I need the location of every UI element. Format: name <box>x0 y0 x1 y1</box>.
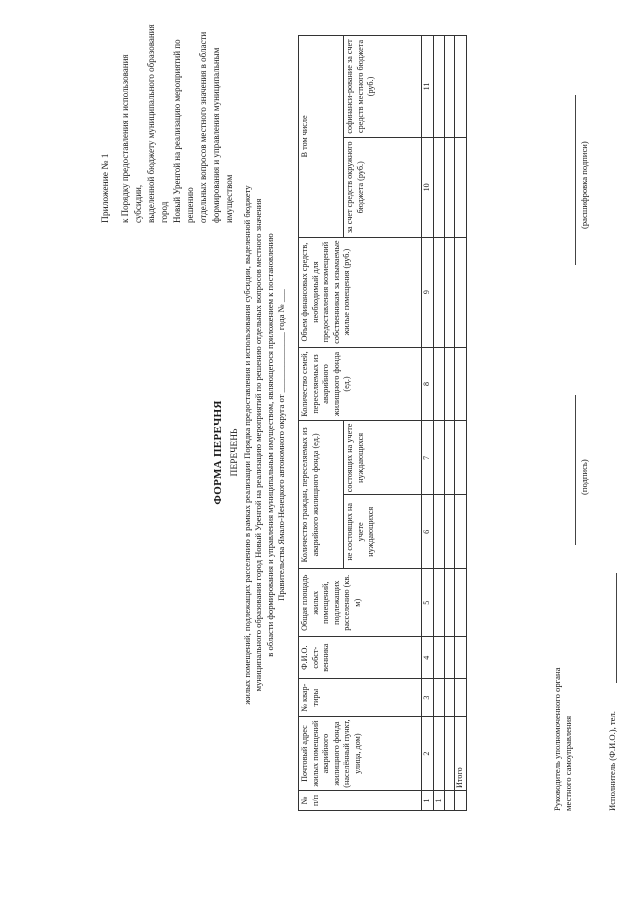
table-cell <box>455 791 467 811</box>
description-line: в области формирования и управления муниципальным имуществом, являющегося приложением к постановлению <box>264 233 275 657</box>
list-title: ПЕРЕЧЕНЬ <box>230 428 240 477</box>
table-cell: 1 <box>433 791 445 811</box>
table-cell <box>455 637 467 679</box>
signature-line <box>575 395 576 545</box>
table-cell <box>433 421 445 495</box>
table-cell <box>455 679 467 717</box>
table-cell <box>445 679 455 717</box>
table-header-row <box>299 36 344 811</box>
table-cell <box>445 137 455 237</box>
table-cell <box>433 637 445 679</box>
table-cell <box>455 137 467 237</box>
column-number: 4 <box>422 637 434 679</box>
column-number: 8 <box>422 347 434 421</box>
total-row <box>455 36 467 811</box>
column-number: 11 <box>422 36 434 138</box>
appendix-title: Приложение № 1 <box>101 153 111 223</box>
appendix-line: Новый Уренгой на реализацию мероприятий по решению <box>172 39 195 223</box>
header-cell: не состоящих на учете нуждающихся <box>344 495 422 569</box>
head-signature-label <box>552 668 574 811</box>
appendix-line: к Порядку предоставления и использования субсидии, <box>120 54 143 223</box>
table-cell <box>433 347 445 421</box>
header-cell: В том числе <box>299 36 344 238</box>
decode-line <box>575 95 576 265</box>
head-title-line: местного самоуправления <box>563 715 573 811</box>
column-number: 7 <box>422 421 434 495</box>
table-cell <box>455 237 467 347</box>
table-cell <box>445 569 455 637</box>
header-cell: Общая площадь жилых помещений, подлежащих расселению (кв. м) <box>299 569 422 637</box>
column-number: 6 <box>422 495 434 569</box>
table-cell <box>433 495 445 569</box>
form-title: ФОРМА ПЕРЕЧНЯ <box>212 400 224 505</box>
table-cell <box>433 679 445 717</box>
table-cell <box>455 495 467 569</box>
column-number: 5 <box>422 569 434 637</box>
table-cell <box>455 421 467 495</box>
appendix-line: выделенной бюджету муниципального образования город <box>146 24 169 223</box>
header-cell: за счет средств окружного бюджета (руб.) <box>344 137 422 237</box>
table-cell <box>445 637 455 679</box>
description-line: Правительства Ямало-Ненецкого автономного округа от ______________ года № ___ <box>276 289 287 601</box>
executor-label: Исполнитель (Ф.И.О.), тел. <box>607 711 617 811</box>
signature-caption: (подпись) <box>579 459 589 495</box>
header-cell: состоящих на учете нуждающихся <box>344 421 422 495</box>
table-cell <box>433 237 445 347</box>
table-cell <box>445 347 455 421</box>
total-label: Итого <box>455 717 467 791</box>
head-title-line: Руководитель уполномоченного органа <box>552 667 562 811</box>
table-cell <box>433 717 445 791</box>
table-cell <box>445 36 455 138</box>
column-number: 1 <box>422 791 434 811</box>
header-cell: софинанси-рование за счет средств местного бюджета (руб.) <box>344 36 422 138</box>
executor-line <box>616 573 617 683</box>
list-description <box>242 135 288 755</box>
table-cell <box>445 421 455 495</box>
table-cell <box>445 791 455 811</box>
table-cell <box>433 137 445 237</box>
column-number: 2 <box>422 717 434 791</box>
table-cell <box>433 36 445 138</box>
header-cell: Количество семей, переселяемых из аварийного жилищного фонда (ед.) <box>299 347 422 421</box>
header-cell: № п/п <box>299 791 422 811</box>
description-line: жилых помещений, подлежащих расселению в рамках реализации Порядка предоставления и использования субсидии, выделенной бюджету <box>242 185 252 705</box>
header-cell: Почтовый адрес жилых помещений аварийного жилищного фонда (населённый пункт, улица, дом) <box>299 717 422 791</box>
table-cell <box>445 495 455 569</box>
column-number-row <box>422 36 434 811</box>
table-cell <box>445 237 455 347</box>
table-cell <box>445 717 455 791</box>
column-number: 3 <box>422 679 434 717</box>
column-number: 9 <box>422 237 434 347</box>
appendix-line: формирования и управления муниципальным имуществом <box>211 47 234 223</box>
header-cell: Объем финансовых средств, необходимый для предоставления возмещений собственникам за изымаемые жилые помещения (руб.) <box>299 237 422 347</box>
housing-list-table <box>298 35 467 811</box>
table-cell <box>433 569 445 637</box>
table-cell <box>455 347 467 421</box>
decode-caption: (расшифровка подписи) <box>579 141 589 229</box>
table-cell <box>455 36 467 138</box>
table-row <box>445 36 455 811</box>
description-line: муниципального образования город Новый Уренгой на реализацию мероприятий по решению отдельных вопросов местного значения <box>253 198 264 692</box>
table-row <box>433 36 445 811</box>
header-cell: Ф.И.О. собст-венника <box>299 637 422 679</box>
column-number: 10 <box>422 137 434 237</box>
appendix-line: отдельных вопросов местного значения в области <box>198 31 208 223</box>
header-cell: № квар-тиры <box>299 679 422 717</box>
table-cell <box>455 569 467 637</box>
header-cell: Количество граждан, переселяемых из аварийного жилищного фонда (ед.) <box>299 421 344 569</box>
